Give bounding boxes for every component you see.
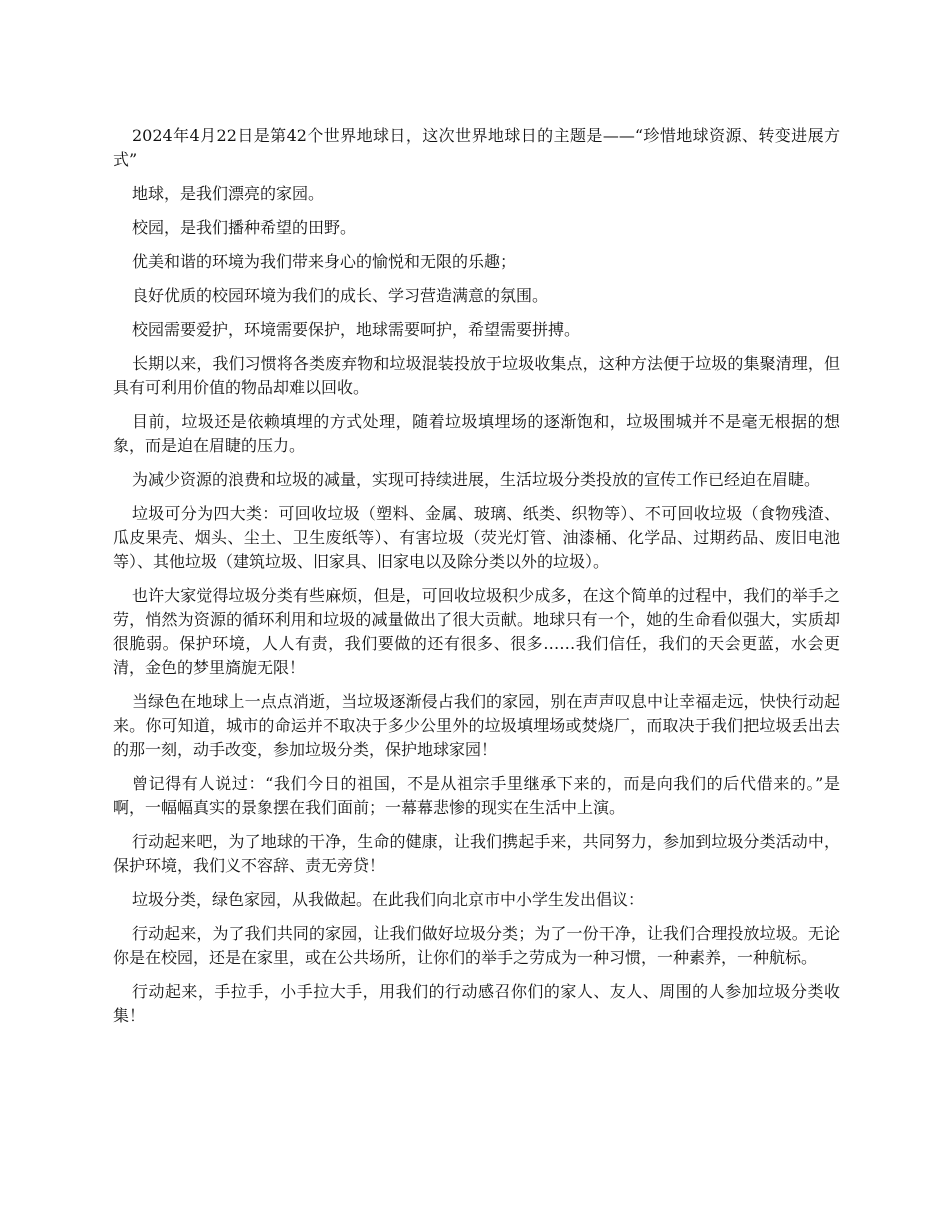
paragraph-earth-home: 地球，是我们漂亮的家园。 bbox=[132, 184, 325, 203]
paragraph-initiative: 垃圾分类，绿色家园，从我做起。在此我们向北京市中小学生发出倡议： bbox=[132, 890, 645, 909]
paragraph-quote: 曾记得有人说过：“我们今日的祖国，不是从祖宗手里继承下来的，而是向我们的后代借来的。”是啊，一幅幅真实的景象摆在我们面前；一幕幕悲惨的现实在生活中上演。 bbox=[113, 774, 840, 817]
paragraph-campus-field: 校园，是我们播种希望的田野。 bbox=[132, 218, 357, 237]
paragraph-act-now: 当绿色在地球上一点点消逝，当垃圾逐渐侵占我们的家园，别在声声叹息中让幸福走远，快快行动起来。你可知道，城市的命运并不取决于多少公里外的垃圾填埋场或焚烧厂，而取决于我们把垃圾丢出去的那一刻，动手改变，参加垃圾分类，保护地球家园！ bbox=[113, 692, 840, 759]
paragraph-earth-day-theme: 2024年4月22日是第42个世界地球日，这次世界地球日的主题是——“珍惜地球资源、转变进展方式” bbox=[113, 126, 840, 169]
paragraph-call-to-action: 行动起来，手拉手，小手拉大手，用我们的行动感召你们的家人、友人、周围的人参加垃圾分类收集！ bbox=[113, 982, 840, 1025]
paragraph-environment-joy: 优美和谐的环境为我们带来身心的愉悦和无限的乐趣； bbox=[132, 252, 517, 271]
paragraph-landfill-pressure: 目前，垃圾还是依赖填埋的方式处理，随着垃圾填埋场的逐渐饱和，垃圾围城并不是毫无根据的想象，而是迫在眉睫的压力。 bbox=[113, 412, 840, 455]
paragraph-garbage-categories: 垃圾可分为四大类：可回收垃圾（塑料、金属、玻璃、纸类、织物等）、不可回收垃圾（食物残渣、瓜皮果壳、烟头、尘土、卫生废纸等）、有害垃圾（荧光灯管、油漆桶、化学品、过期药品、废旧电池等）、其他垃圾（建筑垃圾、旧家具、旧家电以及除分类以外的垃圾）。 bbox=[113, 504, 840, 571]
document-body bbox=[113, 124, 840, 1038]
paragraph-mixed-garbage: 长期以来，我们习惯将各类废弃物和垃圾混装投放于垃圾收集点，这种方法便于垃圾的集聚清理，但具有可利用价值的物品却难以回收。 bbox=[113, 354, 840, 397]
paragraph-join-hands: 行动起来吧，为了地球的干净，生命的健康，让我们携起手来，共同努力，参加到垃圾分类活动中，保护环境，我们义不容辞、责无旁贷！ bbox=[113, 832, 840, 875]
paragraph-campus-environment: 良好优质的校园环境为我们的成长、学习营造满意的氛围。 bbox=[132, 286, 549, 305]
paragraph-protect-campus: 校园需要爱护，环境需要保护，地球需要呵护，希望需要拼搏。 bbox=[132, 320, 581, 339]
paragraph-sort-garbage: 行动起来，为了我们共同的家园，让我们做好垃圾分类；为了一份干净，让我们合理投放垃圾。无论你是在校园，还是在家里，或在公共场所，让你们的举手之劳成为一种习惯，一种素养，一种航标。 bbox=[113, 924, 840, 967]
paragraph-small-effort: 也许大家觉得垃圾分类有些麻烦，但是，可回收垃圾积少成多，在这个简单的过程中，我们的举手之劳，悄然为资源的循环利用和垃圾的减量做出了很大贡献。地球只有一个，她的生命看似强大，实质却很脆弱。保护环境，人人有责，我们要做的还有很多、很多……我们信任，我们的天会更蓝，水会更清，金色的梦里旖旎无限！ bbox=[113, 586, 840, 677]
paragraph-reduce-waste: 为减少资源的浪费和垃圾的减量，实现可持续进展，生活垃圾分类投放的宣传工作已经迫在眉睫。 bbox=[132, 470, 821, 489]
